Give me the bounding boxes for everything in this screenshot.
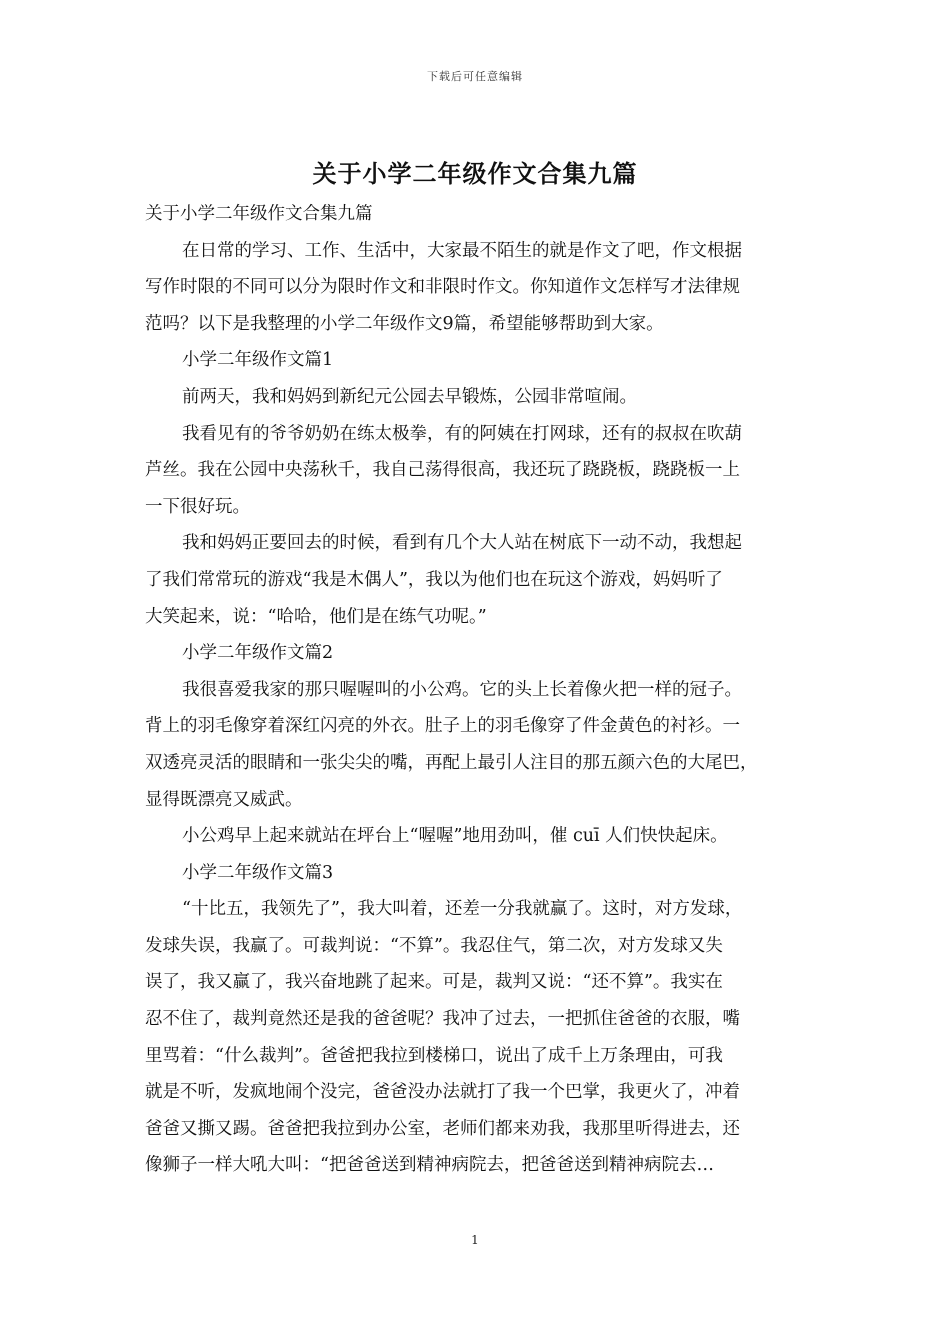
document-title: 关于小学二年级作文合集九篇 — [312, 159, 638, 188]
text-line: 小公鸡早上起来就站在坪台上“喔喔”地用劲叫，催 cuī 人们快快起床。 — [182, 826, 728, 847]
text-line: “十比五，我领先了”，我大叫着，还差一分我就赢了。这时，对方发球， — [182, 899, 743, 920]
text-line: 一下很好玩。 — [145, 496, 250, 517]
text-line: 爸爸又撕又踢。爸爸把我拉到办公室，老师们都来劝我，我那里听得进去，还 — [145, 1118, 740, 1139]
text-line: 像狮子一样大吼大叫：“把爸爸送到精神病院去，把爸爸送到精神病院去… — [145, 1155, 714, 1176]
text-line: 芦丝。我在公园中央荡秋千，我自己荡得很高，我还玩了跷跷板，跷跷板一上 — [145, 460, 740, 481]
text-line: 双透亮灵活的眼睛和一张尖尖的嘴，再配上最引人注目的那五颜六色的大尾巴， — [145, 752, 758, 773]
text-line: 里骂着：“什么裁判”。爸爸把我拉到楼梯口，说出了成千上万条理由，可我 — [145, 1045, 723, 1066]
text-line: 发球失误，我赢了。可裁判说：“不算”。我忍住气，第二次，对方发球又失 — [145, 935, 723, 956]
text-line: 背上的羽毛像穿着深红闪亮的外衣。肚子上的羽毛像穿了件金黄色的衬衫。一 — [145, 716, 740, 737]
text-line: 我很喜爱我家的那只喔喔叫的小公鸡。它的头上长着像火把一样的冠子。 — [182, 679, 742, 700]
text-line: 了我们常常玩的游戏“我是木偶人”，我以为他们也在玩这个游戏，妈妈听了 — [145, 569, 723, 590]
text-line: 小学二年级作文篇2 — [182, 643, 334, 664]
text-line: 小学二年级作文篇3 — [182, 862, 334, 883]
text-line: 显得既漂亮又威武。 — [145, 789, 303, 810]
text-line: 小学二年级作文篇1 — [182, 350, 334, 371]
document-body — [145, 196, 810, 1184]
text-line: 写作时限的不同可以分为限时作文和非限时作文。你知道作文怎样写才法律规 — [145, 277, 740, 298]
page-header-note: 下载后可任意编辑 — [427, 70, 523, 83]
text-line: 我看见有的爷爷奶奶在练太极拳，有的阿姨在打网球，还有的叔叔在吹葫 — [182, 423, 742, 444]
text-line: 在日常的学习、工作、生活中，大家最不陌生的就是作文了吧，作文根据 — [182, 240, 742, 261]
text-line: 忍不住了，裁判竟然还是我的爸爸呢？我冲了过去，一把抓住爸爸的衣服，嘴 — [145, 1009, 740, 1030]
text-line: 范吗？以下是我整理的小学二年级作文9篇，希望能够帮助到大家。 — [145, 313, 664, 334]
text-line: 我和妈妈正要回去的时候，看到有几个大人站在树底下一动不动，我想起 — [182, 533, 742, 554]
text-line: 就是不听，发疯地闹个没完，爸爸没办法就打了我一个巴掌，我更火了，冲着 — [145, 1082, 740, 1103]
text-line: 误了，我又赢了，我兴奋地跳了起来。可是，裁判又说：“还不算”。我实在 — [145, 972, 723, 993]
text-line: 前两天，我和妈妈到新纪元公园去早锻炼，公园非常喧闹。 — [182, 386, 637, 407]
text-line: 关于小学二年级作文合集九篇 — [145, 204, 373, 224]
text-line: 大笑起来，说：“哈哈，他们是在练气功呢。” — [145, 606, 487, 627]
page-number: 1 — [471, 1233, 479, 1247]
